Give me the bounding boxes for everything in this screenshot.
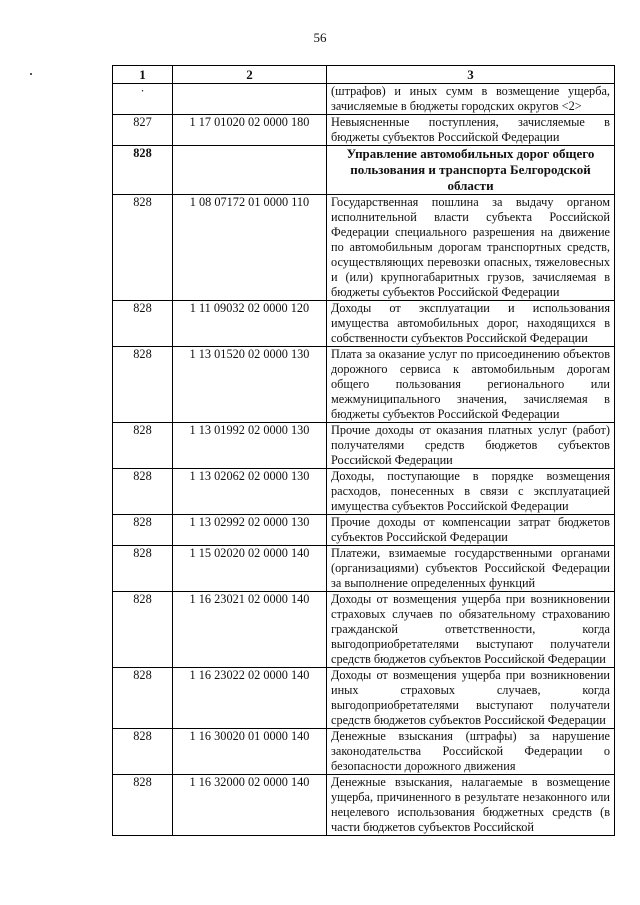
revenue-name-cell: Доходы от эксплуатации и использования имущества автомобильных дорог, находящихся в собственности субъектов Российской Федерации bbox=[327, 301, 615, 347]
revenue-name-cell: Плата за оказание услуг по присоединению объектов дорожного сервиса к автомобильным дорогам общего пользования регионального или межмуниципального значения, зачисляемая в бюджеты субъектов Российской Федерации bbox=[327, 347, 615, 423]
admin-code-cell: 828 bbox=[113, 423, 173, 469]
table-section-row bbox=[113, 146, 615, 195]
admin-code-cell: 828 bbox=[113, 146, 173, 195]
revenue-name-cell: Денежные взыскания, налагаемые в возмещение ущерба, причиненного в результате незаконного или нецелевого использования бюджетных средств (в части бюджетов субъектов Российской bbox=[327, 775, 615, 836]
admin-code-cell: 828 bbox=[113, 729, 173, 775]
admin-code-cell: 828 bbox=[113, 775, 173, 836]
admin-code-cell: 828 bbox=[113, 301, 173, 347]
admin-code-cell: · bbox=[113, 84, 173, 115]
budget-code-cell: 1 08 07172 01 0000 110 bbox=[173, 195, 327, 301]
admin-code-cell: 828 bbox=[113, 347, 173, 423]
revenue-name-cell: Прочие доходы от оказания платных услуг (работ) получателями средств бюджетов субъектов Российской Федерации bbox=[327, 423, 615, 469]
table-row bbox=[113, 775, 615, 836]
margin-dot bbox=[30, 73, 32, 75]
revenue-name-cell: Государственная пошлина за выдачу органом исполнительной власти субъекта Российской Федерации специального разрешения на движение по автомобильным дорогам транспортных средств, осуществляющих перевозки опасных, тяжеловесных и (или) крупногабаритных грузов, зачисляемая в бюджеты субъектов Российской Федерации bbox=[327, 195, 615, 301]
table-row bbox=[113, 469, 615, 515]
revenue-name-cell: (штрафов) и иных сумм в возмещение ущерба, зачисляемые в бюджеты городских округов <2> bbox=[327, 84, 615, 115]
page-number: 56 bbox=[313, 30, 327, 45]
table-row bbox=[113, 115, 615, 146]
table-row bbox=[113, 347, 615, 423]
revenue-name-cell: Невыясненные поступления, зачисляемые в бюджеты субъектов Российской Федерации bbox=[327, 115, 615, 146]
revenue-name-cell: Доходы от возмещения ущерба при возникновении иных страховых случаев, когда выгодоприобретателями выступают получатели средств бюджетов субъектов Российской Федерации bbox=[327, 668, 615, 729]
budget-code-cell: 1 13 01520 02 0000 130 bbox=[173, 347, 327, 423]
budget-code-cell: 1 11 09032 02 0000 120 bbox=[173, 301, 327, 347]
budget-code-cell: 1 13 02992 02 0000 130 bbox=[173, 515, 327, 546]
revenue-name-cell: Доходы от возмещения ущерба при возникновении страховых случаев по обязательному страхованию гражданской ответственности, когда выгодоприобретателями выступают получатели средств бюджетов субъектов Российской Федерации bbox=[327, 592, 615, 668]
table-row bbox=[113, 546, 615, 592]
admin-code-cell: 828 bbox=[113, 668, 173, 729]
budget-code-cell: 1 15 02020 02 0000 140 bbox=[173, 546, 327, 592]
admin-code-cell: 828 bbox=[113, 469, 173, 515]
revenue-name-cell: Платежи, взимаемые государственными органами (организациями) субъектов Российской Федерации за выполнение определенных функций bbox=[327, 546, 615, 592]
budget-code-cell bbox=[173, 84, 327, 115]
budget-code-cell bbox=[173, 146, 327, 195]
budget-code-cell: 1 16 23022 02 0000 140 bbox=[173, 668, 327, 729]
table-row bbox=[113, 668, 615, 729]
budget-code-cell: 1 16 23021 02 0000 140 bbox=[173, 592, 327, 668]
table-row bbox=[113, 84, 615, 115]
revenue-name-cell: Прочие доходы от компенсации затрат бюджетов субъектов Российской Федерации bbox=[327, 515, 615, 546]
column-header-3: 3 bbox=[327, 66, 615, 84]
table-row bbox=[113, 515, 615, 546]
revenue-codes-table bbox=[112, 65, 615, 836]
budget-code-cell: 1 17 01020 02 0000 180 bbox=[173, 115, 327, 146]
budget-code-cell: 1 13 01992 02 0000 130 bbox=[173, 423, 327, 469]
revenue-name-cell: Управление автомобильных дорог общего пользования и транспорта Белгородской области bbox=[327, 146, 615, 195]
admin-code-cell: 828 bbox=[113, 546, 173, 592]
table-row bbox=[113, 729, 615, 775]
admin-code-cell: 828 bbox=[113, 592, 173, 668]
admin-code-cell: 827 bbox=[113, 115, 173, 146]
table-row bbox=[113, 423, 615, 469]
budget-code-cell: 1 16 30020 01 0000 140 bbox=[173, 729, 327, 775]
table-row bbox=[113, 195, 615, 301]
column-header-2: 2 bbox=[173, 66, 327, 84]
revenue-name-cell: Денежные взыскания (штрафы) за нарушение законодательства Российской Федерации о безопасности дорожного движения bbox=[327, 729, 615, 775]
table-row bbox=[113, 301, 615, 347]
admin-code-cell: 828 bbox=[113, 195, 173, 301]
column-header-1: 1 bbox=[113, 66, 173, 84]
table-header-row bbox=[113, 66, 615, 84]
revenue-name-cell: Доходы, поступающие в порядке возмещения расходов, понесенных в связи с эксплуатацией имущества субъектов Российской Федерации bbox=[327, 469, 615, 515]
budget-code-cell: 1 13 02062 02 0000 130 bbox=[173, 469, 327, 515]
table-row bbox=[113, 592, 615, 668]
budget-code-cell: 1 16 32000 02 0000 140 bbox=[173, 775, 327, 836]
admin-code-cell: 828 bbox=[113, 515, 173, 546]
